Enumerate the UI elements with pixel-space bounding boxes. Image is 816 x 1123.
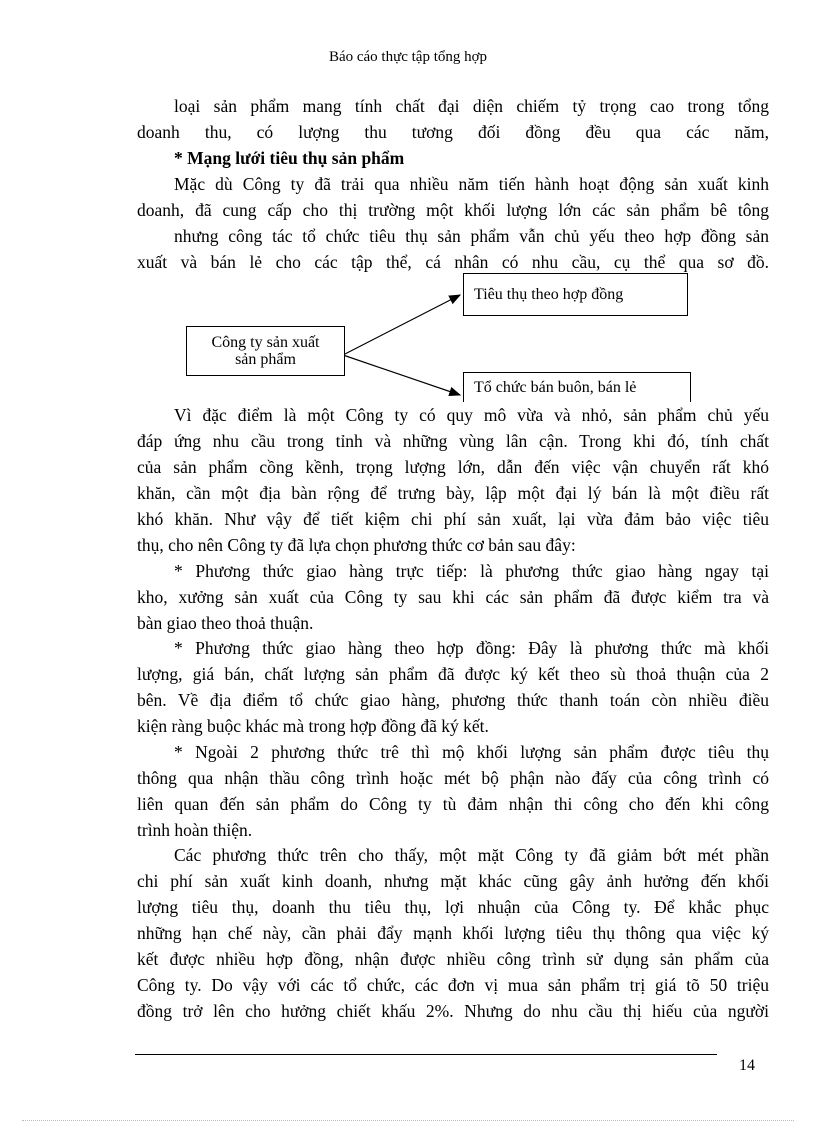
text-line: của sản phẩm cồng kềnh, trọng lượng lớn, dẫn đến việc vận chuyển rất khó: [137, 457, 769, 477]
text-line: nhưng công tác tổ chức tiêu thụ sản phẩm vẫn chủ yếu theo hợp đồng sản: [174, 226, 769, 246]
text-line: Vì đặc điểm là một Công ty có quy mô vừa và nhỏ, sản phẩm chủ yếu: [174, 405, 769, 425]
text-line: khăn, cần một địa bàn rộng để trưng bày, lập một đại lý bán là một điều rất: [137, 483, 769, 503]
text-line: thụ, cho nên Công ty đã lựa chọn phương thức cơ bản sau đây:: [137, 535, 576, 555]
text-line: doanh, đã cung cấp cho thị trường một khối lượng lớn các sản phẩm bê tông: [137, 200, 769, 220]
diagram-target-contract: Tiêu thụ theo hợp đồng: [463, 273, 688, 316]
text-line: Công ty. Do vậy với các tổ chức, các đơn vị mua sản phẩm trị giá tõ 50 triệu: [137, 975, 769, 995]
text-line: khó khăn. Như vậy để tiết kiệm chi phí sản xuất, lại vừa đảm bảo việc tiêu: [137, 509, 769, 529]
footer-divider: [135, 1054, 717, 1055]
text-line: đáp ứng nhu cầu trong tỉnh và những vùng lân cận. Trong khi đó, tính chất: [137, 431, 769, 451]
text-line: chi phí sản xuất kinh doanh, nhưng mặt khác cũng gây ảnh hưởng đến khối: [137, 871, 769, 891]
text-line: * Ngoài 2 phương thức trê thì mộ khối lượng sản phẩm được tiêu thụ: [174, 742, 769, 762]
text-line: những hạn chế này, cần phải đẩy mạnh khối lượng tiêu thụ thông qua việc ký: [137, 923, 769, 943]
text-line: doanh thu, có lượng thu tương đối đồng đều qua các năm,: [137, 122, 769, 142]
text-line: lượng tiêu thụ, doanh thu tiêu thụ, lợi nhuận của Công ty. Để khắc phục: [137, 897, 769, 917]
text-line: * Phương thức giao hàng trực tiếp: là phương thức giao hàng ngay tại: [174, 561, 769, 581]
diagram-source-line: sản phẩm: [235, 351, 296, 368]
text-line: kiện ràng buộc khác mà trong hợp đồng đã ký kết.: [137, 716, 489, 736]
text-line: kho, xưởng sản xuất của Công ty sau khi các sản phẩm đã được kiểm tra và: [137, 587, 769, 607]
text-line: liên quan đến sản phẩm do Công ty tù đảm nhận thi công cho đến khi công: [137, 794, 769, 814]
section-heading: * Mạng lưới tiêu thụ sản phẩm: [174, 148, 405, 168]
text-line: * Phương thức giao hàng theo hợp đồng: Đây là phương thức mà khối: [174, 638, 769, 658]
diagram-source-line: Công ty sản xuất: [211, 334, 320, 351]
arrow-to-wholesale-retail: [343, 355, 460, 395]
text-line: xuất và bán lẻ cho các tập thể, cá nhân có nhu cầu, cụ thể qua sơ đồ.: [137, 252, 769, 272]
text-line: lượng, giá bán, chất lượng sản phẩm đã được ký kết theo sù thoả thuận của 2: [137, 664, 769, 684]
diagram-target-wholesale: Tổ chức bán buôn, bán lẻ: [463, 372, 691, 402]
arrow-to-contract-sales: [343, 295, 460, 355]
text-line: bàn giao theo thoả thuận.: [137, 613, 314, 633]
text-line: bên. Về địa điểm tổ chức giao hàng, phương thức thanh toán còn nhiều điều: [137, 690, 769, 710]
page-edge-divider: [22, 1120, 794, 1121]
text-line: Các phương thức trên cho thấy, một mặt Công ty đã giảm bớt mét phần: [174, 845, 769, 865]
text-line: Mặc dù Công ty đã trải qua nhiều năm tiến hành hoạt động sản xuất kinh: [174, 174, 769, 194]
page-number: 14: [739, 1057, 755, 1074]
text-line: trình hoàn thiện.: [137, 820, 253, 840]
diagram-source-box: [186, 326, 345, 376]
text-line: đồng trở lên cho hưởng chiết khấu 2%. Nhưng do nhu cầu thị hiếu của người: [137, 1001, 769, 1021]
text-line: loại sản phẩm mang tính chất đại diện chiếm tỷ trọng cao trong tổng: [174, 96, 769, 116]
distribution-diagram-arrows: [0, 0, 816, 420]
text-line: kết được nhiều hợp đồng, nhận được nhiều công trình sử dụng sản phẩm của: [137, 949, 769, 969]
page-header: Báo cáo thực tập tổng hợp: [328, 49, 488, 65]
text-line: thông qua nhận thầu công trình hoặc mét bộ phận nào đấy của công trình có: [137, 768, 769, 788]
